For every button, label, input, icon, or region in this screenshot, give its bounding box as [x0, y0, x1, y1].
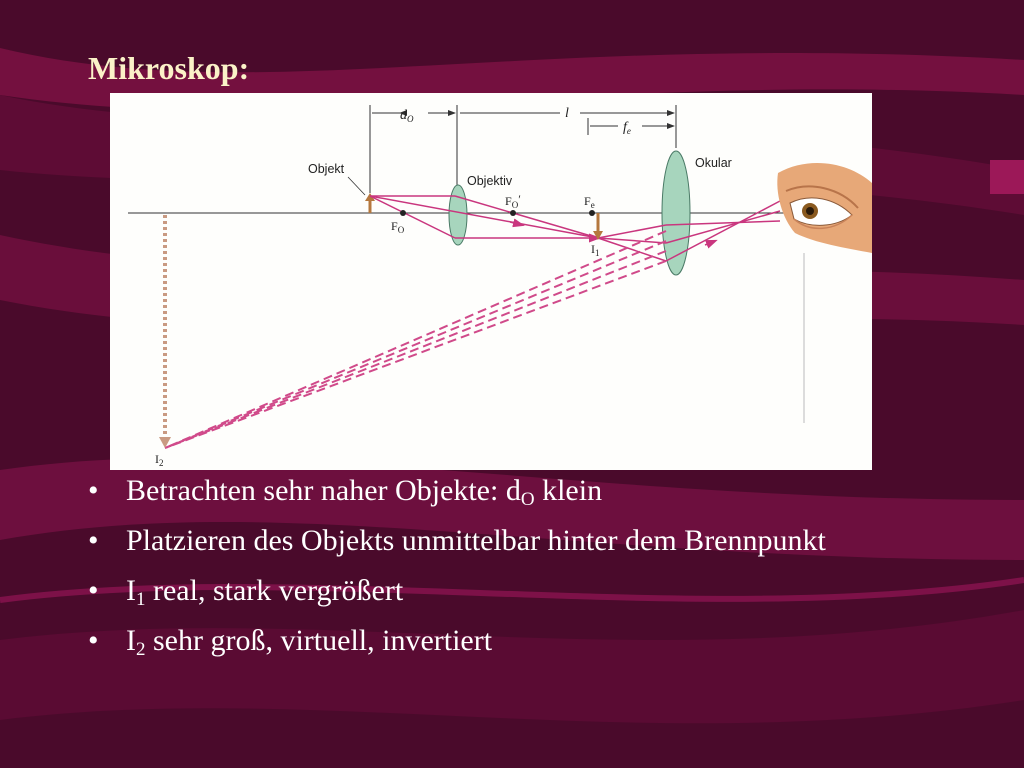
bullet-tail: klein: [534, 474, 603, 507]
bullet-text: Betrachten sehr naher Objekte: d: [126, 474, 521, 507]
dimension-fe: [588, 118, 674, 135]
slide-title: Mikroskop:: [88, 50, 250, 86]
bullet-text: I: [126, 574, 136, 607]
bullet-marker: •: [88, 574, 99, 607]
bullet-item: [88, 622, 888, 660]
bullet-marker: •: [88, 624, 99, 657]
eye-icon: [777, 163, 872, 253]
dimension-do: [370, 105, 457, 193]
focal-point-fo: [400, 210, 406, 216]
bullet-tail: real, stark vergrößert: [145, 574, 404, 607]
virtual-rays: [165, 231, 666, 448]
label-i2: $I_2$: [155, 452, 164, 468]
bullet-subscript: O: [520, 489, 535, 510]
bullet-item: [88, 522, 888, 560]
label-fe-point: $F_e$: [584, 194, 595, 210]
label-objekt: Objekt: [308, 162, 345, 176]
rays: [370, 196, 780, 261]
bullet-item: [88, 472, 888, 510]
microscope-diagram: [110, 93, 872, 470]
bullet-list: [88, 472, 888, 672]
bullet-subscript: 1: [136, 589, 146, 610]
focal-point-fe: [589, 210, 595, 216]
bullet-text: I: [126, 624, 136, 657]
bullet-text: Platzieren des Objekts unmittelbar hinter dem Brennpunkt: [126, 524, 826, 557]
label-fo: $F_O$: [391, 219, 405, 235]
bullet-subscript: 2: [136, 639, 146, 660]
label-fo-prime: $F_O'$: [505, 192, 521, 210]
bullet-item: [88, 572, 888, 610]
bullet-marker: •: [88, 474, 99, 507]
label-i1: $I_1$: [591, 242, 600, 258]
bullet-marker: •: [88, 524, 99, 557]
label-okular: Okular: [695, 156, 732, 170]
focal-point-fo-prime: [510, 210, 516, 216]
label-l: l: [565, 106, 569, 121]
label-do: $d_O$: [400, 108, 414, 124]
label-objektiv: Objektiv: [467, 174, 513, 188]
label-fe: $f_e$: [623, 120, 631, 136]
bullet-tail: sehr groß, virtuell, invertiert: [145, 624, 493, 657]
